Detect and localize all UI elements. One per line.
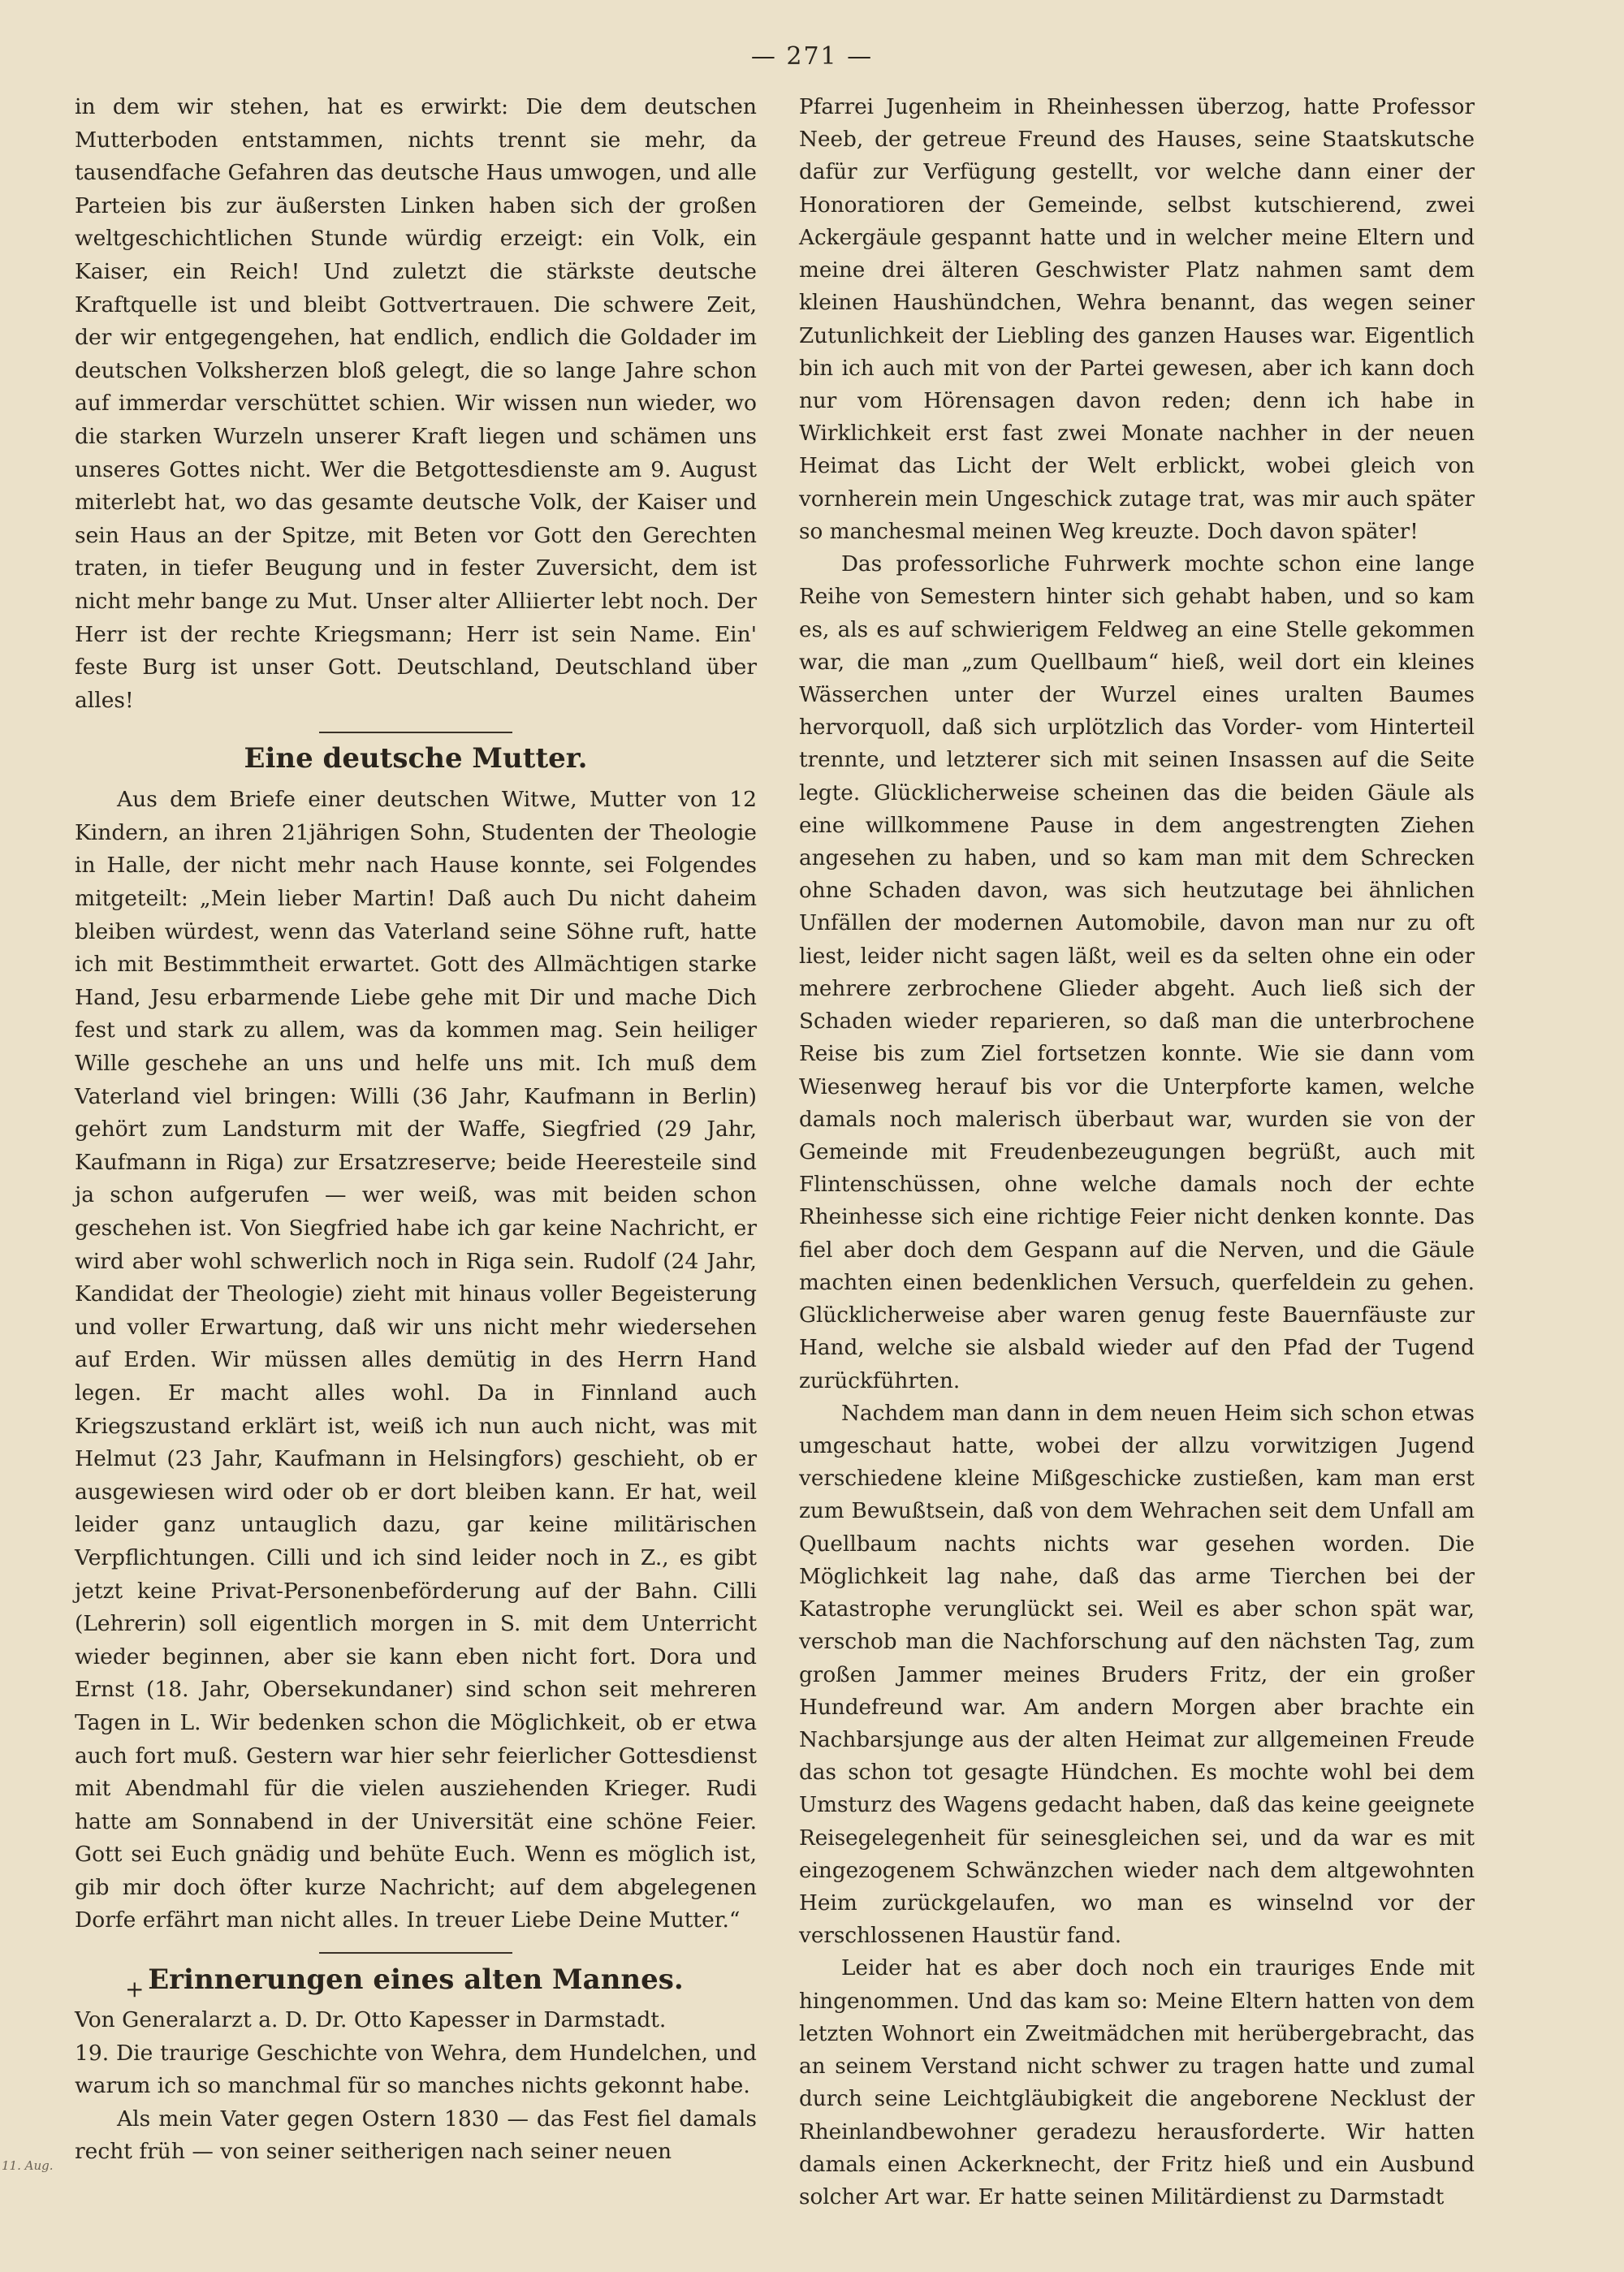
section-divider bbox=[319, 732, 512, 733]
memoir-paragraph: Pfarrei Jugenheim in Rheinhessen überzog, hatte Professor Neeb, der getreue Freund des Hauses, seine Staatskutsche dafür zur Verfügung gestellt, vor welche dann einer der Honoratioren der Gemeinde, selbst kutschierend, zwei Ackergäule gespannt hatte und in welcher meine Eltern und meine drei älteren Geschwister Platz nahmen samt dem kleinen Haushündchen, Wehra benannt, das wegen seiner Zutunlichkeit der Liebling des ganzen Hauses war. Eigentlich bin ich auch mit von der Partei gewesen, aber ich kann doch nur vom Hörensagen davon reden; denn ich habe in Wirklichkeit erst fast zwei Monate nachher in der neuen Heimat das Licht der Welt erblickt, wobei gleich von vornherein mein Ungeschick zutage trat, was mir auch später so manchesmal meinen Weg kreuzte. Doch davon später! bbox=[799, 95, 1475, 544]
section-heading-memoirs bbox=[75, 1959, 757, 2001]
letter-paragraph: Aus dem Briefe einer deutschen Witwe, Mutter von 12 Kindern, an ihren 21jährigen Sohn, Studenten der Theologie in Halle, der nicht mehr nach Hause konnte, sei Folgendes mitgeteilt: „Mein lieber Martin! Daß auch Du nicht daheim bleiben würdest, wenn das Vaterland seine Söhne ruft, hatte ich mit Bestimmtheit erwartet. Gott des Allmächtigen starke Hand, Jesu erbarmende Liebe gehe mit Dir und mache Dich fest und stark zu allem, was da kommen mag. Sein heiliger Wille geschehe an uns und helfe uns mit. Ich muß dem Vaterland viel bringen: Willi (36 Jahr, Kaufmann in Berlin) gehört zum Landsturm mit der Waffe, Siegfried (29 Jahr, Kaufmann in Riga) zur Ersatzreserve; beide Heeresteile sind ja schon aufgerufen — wer weiß, was mit beiden schon geschehen ist. Von Siegfried habe ich gar keine Nachricht, er wird aber wohl schwerlich noch in Riga sein. Rudolf (24 Jahr, Kandidat der Theologie) zieht mit hinaus voller Begeisterung und voller Erwartung, daß wir uns nicht mehr wiedersehen auf Erden. Wir müssen alles demütig in des Herrn Hand legen. Er macht alles wohl. Da in Finnland auch Kriegszustand erklärt ist, weiß ich nun auch nicht, was mit Helmut (23 Jahr, Kaufmann in Helsingfors) geschieht, ob er ausgewiesen wird oder ob er dort bleiben kann. Er hat, weil leider ganz untauglich dazu, gar keine militärischen Verpflichtungen. Cilli und ich sind leider noch in Z., es gibt jetzt keine Privat-Personenbeförderung auf der Bahn. Cilli (Lehrerin) soll eigentlich morgen in S. mit dem Unterricht wieder beginnen, aber sie kann eben nicht fort. Dora und Ernst (18. Jahr, Obersekundaner) sind schon seit mehreren Tagen in L. Wir bedenken schon die Möglichkeit, ob er etwa auch fort muß. Gestern war hier sehr feierlicher Gottesdienst mit Abendmahl für die vielen ausziehenden Krieger. Rudi hatte am Sonnabend in der Universität eine schöne Feier. Gott sei Euch gnädig und behüte Euch. Wenn es möglich ist, gib mir doch öfter kurze Nachricht; auf dem abgelegenen Dorfe erfährt man nicht alles. In treuer Liebe Deine Mutter.“ bbox=[75, 787, 757, 1933]
page-number: — 271 — bbox=[750, 42, 874, 71]
handwritten-margin-note: 11. Aug. bbox=[2, 2158, 54, 2173]
left-column bbox=[75, 91, 757, 2169]
handwritten-cross-mark: + bbox=[125, 1976, 145, 2003]
intro-paragraph: in dem wir stehen, hat es erwirkt: Die dem deutschen Mutterboden entstammen, nichts trennt sie mehr, da tausendfache Gefahren das deutsche Haus umwogen, und alle Parteien bis zur äußersten Linken haben sich der großen weltgeschichtlichen Stunde würdig erzeigt: ein Volk, ein Kaiser, ein Reich! Und zuletzt die stärkste deutsche Kraftquelle ist und bleibt Gottvertrauen. Die schwere Zeit, der wir entgegengehen, hat endlich, endlich die Goldader im deutschen Volksherzen bloß gelegt, die so lange Jahre schon auf immerdar verschüttet schien. Wir wissen nun wieder, wo die starken Wurzeln unserer Kraft liegen und schämen uns unseres Gottes nicht. Wer die Betgottesdienste am 9. August miterlebt hat, wo das gesamte deutsche Volk, der Kaiser und sein Haus an der Spitze, mit Beten vor Gott den Gerechten traten, in tiefer Beugung und in fester Zuversicht, dem ist nicht mehr bange zu Mut. Unser alter Alliierter lebt noch. Der Herr ist der rechte Kriegsmann; Herr ist sein Name. Ein' feste Burg ist unser Gott. Deutschland, Deutschland über alles! bbox=[75, 94, 757, 713]
chapter-subtitle: 19. Die traurige Geschichte von Wehra, dem Hundelchen, und warum ich so manchmal für so manches nichts gekonnt habe. bbox=[75, 2040, 757, 2099]
memoir-paragraph: Leider hat es aber doch noch ein trauriges Ende mit hingenommen. Und das kam so: Meine Eltern hatten von dem letzten Wohnort ein Zweitmädchen mit herübergebracht, das an seinem Verstand nicht schwer zu tragen hatte und zumal durch seine Leichtgläubigkeit die angeborene Necklust der Rheinlandbewohner geradezu herausforderte. Wir hatten damals einen Ackerknecht, der Fritz hieß und ein Ausbund solcher Art war. Er hatte seinen Militärdienst zu Darmstadt bbox=[799, 1956, 1475, 2209]
memoir-paragraph: Nachdem man dann in dem neuen Heim sich schon etwas umgeschaut hatte, wobei der allzu vorwitzigen Jugend verschiedene kleine Mißgeschicke zustießen, kam man erst zum Bewußtsein, daß von dem Wehrachen seit dem Unfall am Quellbaum nachts nichts war gesehen worden. Die Möglichkeit lag nahe, daß das arme Tierchen bei der Katastrophe verunglückt sei. Weil es aber schon spät war, verschob man die Nachforschung auf den nächsten Tag, zum großen Jammer meines Bruders Fritz, der ein großer Hundefreund war. Am andern Morgen aber brachte ein Nachbarsjunge aus der alten Heimat zur allgemeinen Freude das schon tot gesagte Hündchen. Es mochte wohl bei dem Umsturz des Wagens gedacht haben, daß das keine geeignete Reisegelegenheit für seinesgleichen sei, und da war es mit eingezogenem Schwänzchen wieder nach dem altgewohnten Heim zurückgelaufen, wo man es winselnd vor der verschlossenen Haustür fand. bbox=[799, 1401, 1475, 1949]
memoir-paragraph: Als mein Vater gegen Ostern 1830 — das Fest fiel damals recht früh — von seiner seitherigen nach seiner neuen bbox=[75, 2106, 757, 2165]
section-divider bbox=[319, 1952, 512, 1954]
right-column bbox=[799, 91, 1475, 2214]
memoir-paragraph: Das professorliche Fuhrwerk mochte schon eine lange Reihe von Semestern hinter sich gehabt haben, und so kam es, als es auf schwierigem Feldweg an eine Stelle gekommen war, die man „zum Quellbaum“ hieß, weil dort ein kleines Wässerchen unter der Wurzel eines uralten Baumes hervorquoll, daß sich urplötzlich das Vorder- vom Hinterteil trennte, und letzterer sich mit seinen Insassen auf die Seite legte. Glücklicherweise scheinen das die beiden Gäule als eine willkommene Pause in dem angestrengten Ziehen angesehen zu haben, und so kam man mit dem Schrecken ohne Schaden davon, was sich heutzutage bei ähnlichen Unfällen der modernen Automobile, davon man nur zu oft liest, leider nicht sagen läßt, weil es da selten ohne ein oder mehrere zerbrochene Glieder abgeht. Auch ließ sich der Schaden wieder reparieren, so daß man die unterbrochene Reise bis zum Ziel fortsetzen konnte. Wie sie dann vom Wiesenweg herauf bis vor die Unterpforte kamen, welche damals noch malerisch überbaut war, wurden sie von der Gemeinde mit Freudenbezeugungen begrüßt, auch mit Flintenschüssen, ohne welche damals noch der echte Rheinhesse sich eine richtige Feier nicht denken konnte. Das fiel aber doch dem Gespann auf die Nerven, und die Gäule machten einen bedenklichen Versuch, querfeldein zu gehen. Glücklicherweise aber waren genug feste Bauernfäuste zur Hand, welche sie alsbald wieder auf den Pfad der Tugend zurückführten. bbox=[799, 552, 1475, 1393]
section-heading-mother: Eine deutsche Mutter. bbox=[244, 742, 588, 775]
byline: Von Generalarzt a. D. Dr. Otto Kapesser in Darmstadt. bbox=[75, 2007, 667, 2033]
memoirs-title: Erinnerungen eines alten Mannes. bbox=[148, 1963, 684, 1997]
